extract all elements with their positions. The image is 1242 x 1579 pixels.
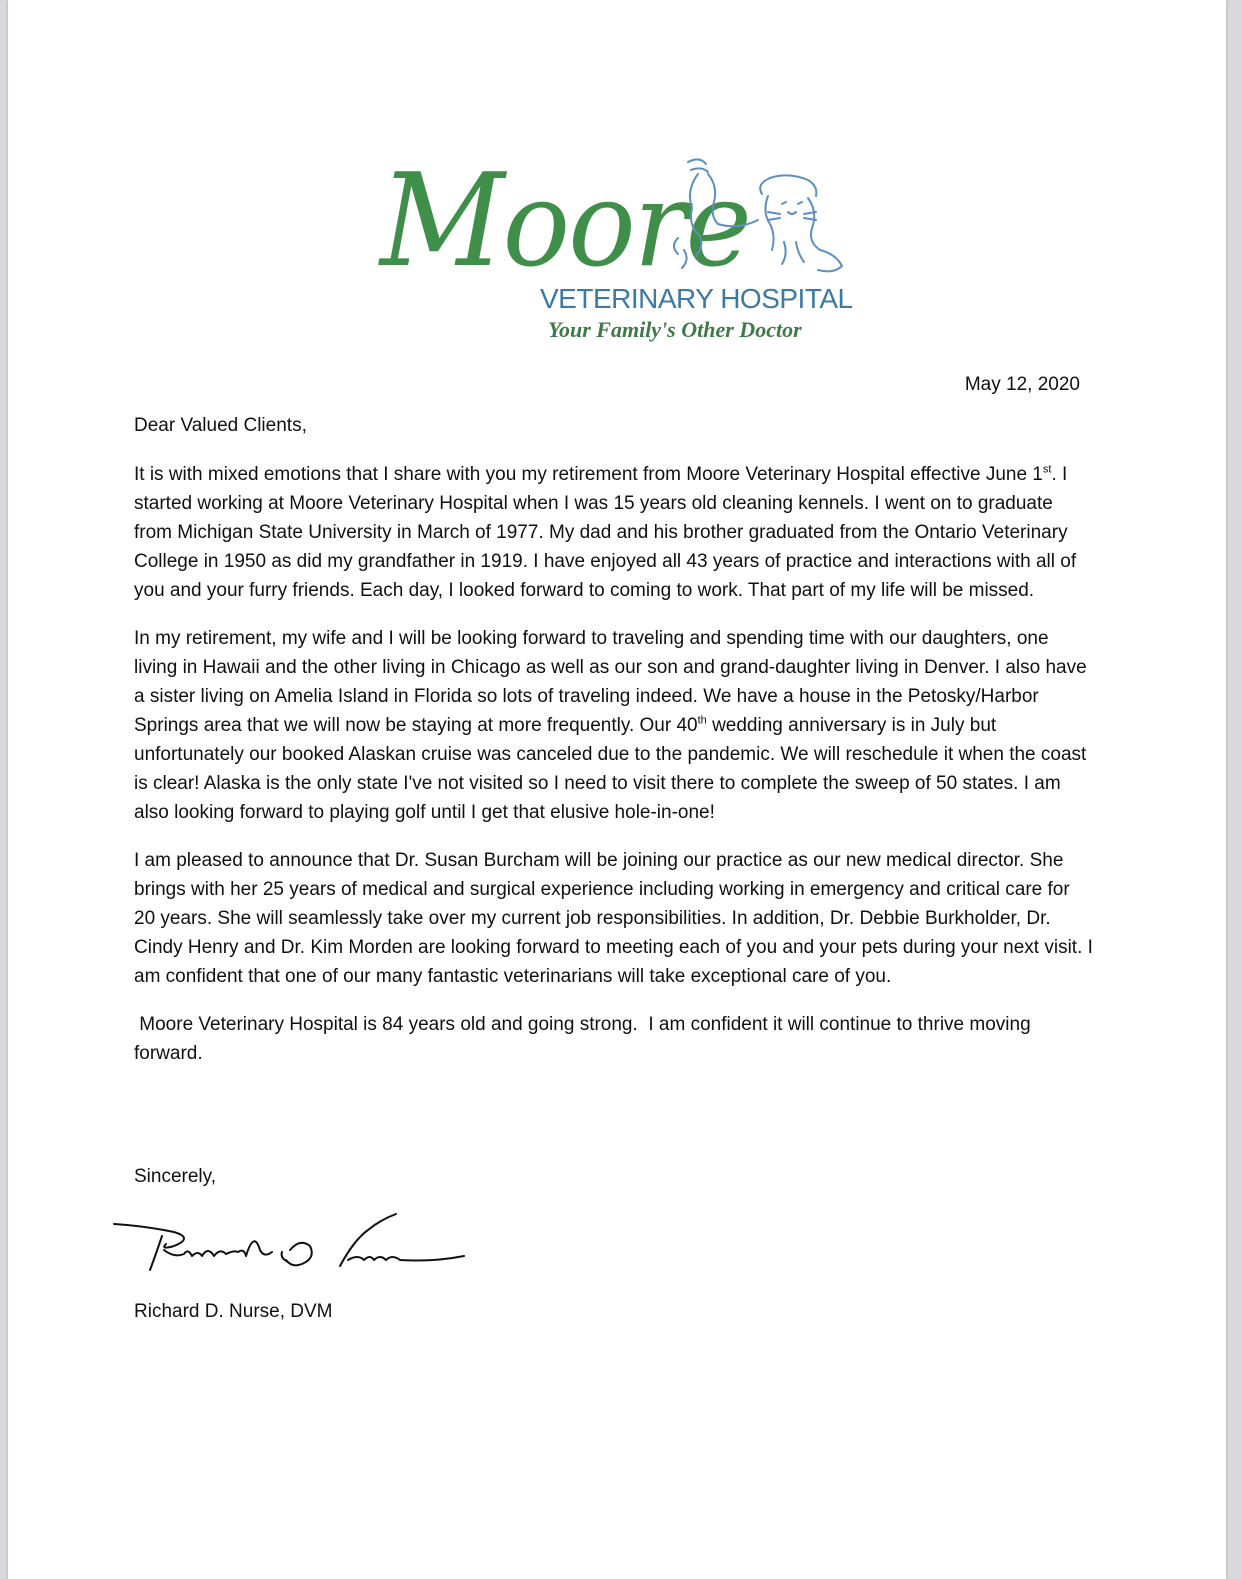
logo-tagline: Your Family's Other Doctor: [548, 317, 802, 342]
paragraph-retirement-part1: It is with mixed emotions that I share with you my retirement from Moore Veterinary Hospital effective June 1: [134, 464, 1043, 485]
logo-wordmark-rest: oore: [502, 155, 750, 293]
letter-date: May 12, 2020: [964, 374, 1080, 395]
cats-outline-icon: [658, 150, 848, 280]
hospital-logo: [378, 147, 853, 350]
paragraph-plans: [134, 624, 1094, 827]
ordinal-suffix: st: [1042, 463, 1052, 476]
paragraph-new-director: I am pleased to announce that Dr. Susan Burcham will be joining our practice as our new medical director. She brings with her 25 years of medical and surgical experience including working in emergency and critical care for 20 years. She will seamlessly take over my current job responsibilities. In addition, Dr. Debbie Burkholder, Dr. Cindy Henry and Dr. Kim Morden are looking forward to meeting each of you and your pets during your next visit. I am confident that one of our many fantastic veterinarians will take exceptional care of you.: [134, 850, 1093, 987]
logo-subtitle: VETERINARY HOSPITAL: [540, 283, 853, 314]
letter-body: [134, 460, 1094, 1087]
handwritten-signature: [104, 1210, 474, 1290]
paragraph-plans-part1: In my retirement, my wife and I will be looking forward to traveling and spending time with our daughters, one living in Hawaii and the other living in Chicago as well as our son and grand-daughter living in Denver. I also have a sister living on Amelia Island in Florida so lots of traveling indeed. We have a house in the Petosky/Harbor Springs area that we will now be staying at more frequently. Our 40: [134, 628, 1087, 736]
paragraph-retirement: [134, 460, 1094, 605]
logo-wordmark-initial: M: [380, 147, 503, 296]
paragraph-plans-part2: wedding anniversary is in July but unfortunately our booked Alaskan cruise was canceled due to the pandemic. We will reschedule it when the coast is clear! Alaska is the only state I've not visited so I need to visit there to complete the sweep of 50 states. I am also looking forward to playing golf until I get that elusive hole-in-one!: [134, 715, 1087, 823]
paragraph-retirement-part2: . I started working at Moore Veterinary Hospital when I was 15 years old cleaning kennels. I went on to graduate from Michigan State University in March of 1977. My dad and his brother graduated from the Ontario Veterinary College in 1950 as did my grandfather in 1919. I have enjoyed all 43 years of practice and interactions with all of you and your furry friends. Each day, I looked forward to coming to work. That part of my life will be missed.: [134, 464, 1077, 601]
ordinal-suffix: th: [697, 714, 707, 727]
paragraph-closing-note: Moore Veterinary Hospital is 84 years old and going strong. I am confident it will continue to thrive moving forward.: [134, 1014, 1036, 1064]
salutation: Dear Valued Clients,: [134, 415, 307, 436]
signer-name: Richard D. Nurse, DVM: [134, 1301, 333, 1322]
letter-page: [8, 0, 1226, 1579]
closing: Sincerely,: [134, 1166, 217, 1187]
